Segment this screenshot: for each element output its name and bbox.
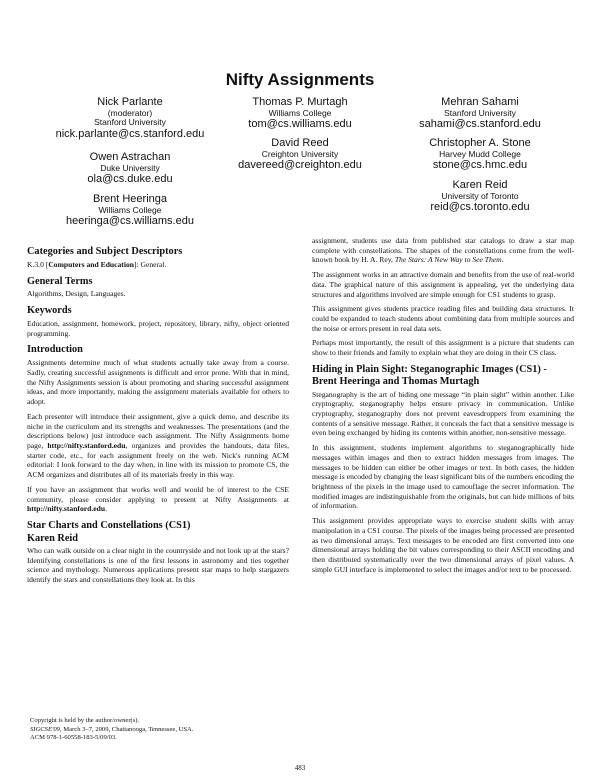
author-name: Owen Astrachan: [89, 151, 171, 163]
author-affiliation: Williams College: [98, 204, 162, 215]
author-block-parlante: [35, 96, 225, 141]
author-block-stone: [385, 137, 575, 172]
author-affiliation: Creighton University: [261, 148, 339, 159]
general-terms-text: Algorithms, Design, Languages.: [27, 289, 126, 299]
categories-text: K.3.0 [Computers and Education]: General.: [27, 259, 167, 269]
author-block-heeringa: [35, 193, 225, 228]
section-heading-introduction: Introduction: [27, 344, 83, 356]
author-role: (moderator): [107, 107, 153, 118]
author-email: ola@cs.duke.edu: [87, 173, 173, 186]
author-affiliation: Stanford University: [94, 117, 166, 128]
author-name: Mehran Sahami: [441, 96, 519, 108]
author-email: stone@cs.hmc.edu: [432, 159, 528, 172]
author-name: Nick Parlante: [97, 96, 163, 108]
author-affiliation: Duke University: [100, 162, 160, 173]
author-affiliation: Stanford University: [444, 107, 516, 118]
author-block-sahami: [385, 96, 575, 131]
intro-paragraph: Each presenter will introduce their assignment, give a quick demo, and describe its niche in the curriculum and its strengths and weaknesses. The presentations (and the descriptions below) just introduce each assignment. The Nifty Assignments home page, http://nifty.stanford.edu, organizes and provides the handouts, data files, starter code, etc., for each assignment freely on the web. Nick's running ACM editorial: I look forward to the day when, in line with its mission to promote CS, the ACM organizes and distributes all of its materials freely in this way.: [27, 411, 289, 480]
author-block-karen-reid: [385, 179, 575, 214]
author-name: Christopher A. Stone: [429, 137, 531, 149]
intro-paragraph: If you have an assignment that works well and would be of interest to the CSE community, please consider applying to present at Nifty Assignments at http://nifty.stanford.edu.: [27, 484, 289, 514]
author-email: nick.parlante@cs.stanford.edu: [55, 128, 205, 141]
author-affiliation: University of Toronto: [441, 190, 519, 201]
author-block-astrachan: [35, 151, 225, 186]
steg-paragraph: This assignment provides appropriate ways to exercise student skills with array manipulation in a CS1 course. The pixels of the images being processed are presented as two dimensional arrays. Text messages to be encoded are first converted into one dimensional arrays holding the bit values corresponding to their ASCII encoding and then distributed systematically over the two dimensional arrays of pixel values. A simple GUI interface is implemented to select the images and/or text to be processed.: [312, 516, 574, 574]
section-heading-star-charts: Star Charts and Constellations (CS1): [27, 519, 191, 531]
page-number: 483: [294, 764, 306, 772]
copyright-footer: Copyright is held by the author/owner(s). SIGCSE'09, March 3–7, 2009, Chattanooga, Tennessee, USA. ACM 978-1-60558-183-5/09/03.: [30, 717, 194, 742]
nifty-url-link[interactable]: http://nifty.stanford.edu: [27, 504, 106, 514]
section-heading-categories: Categories and Subject Descriptors: [27, 246, 183, 257]
author-affiliation: Williams College: [268, 107, 332, 118]
star-paragraph: This assignment gives students practice reading files and building data structures. It could be expanded to teach students about combining data from multiple sources and the noise or errors present in real data sets.: [312, 304, 574, 333]
steg-paragraph: In this assignment, students implement algorithms to steganographically hide messages within images and then to extract hidden messages from images. The messages to be hidden can either be other images or text. In both cases, the hidden message is encoded by changing the least significant bits of the numbers encoding the brightness of the pixels in the image used to camouflage the secret information. The modified images are indistinguishable from the originals, but can hide millions of bits of information.: [312, 443, 574, 511]
author-block-murtagh: [205, 96, 395, 131]
author-name: Brent Heeringa: [93, 193, 167, 205]
section-heading-steganography: Hiding in Plain Sight: Steganographic Images (CS1) - Brent Heeringa and Thomas Murtagh: [312, 363, 547, 387]
nifty-url-link[interactable]: http://nifty.stanford.edu: [47, 440, 126, 450]
author-email: tom@cs.williams.edu: [248, 118, 352, 131]
author-email: davereed@creighton.edu: [238, 159, 362, 172]
section-heading-general-terms: General Terms: [27, 275, 93, 287]
author-email: heeringa@cs.williams.edu: [66, 215, 194, 228]
author-affiliation: Harvey Mudd College: [439, 148, 521, 159]
author-block-reed: [205, 137, 395, 172]
author-name: Karen Reid: [452, 179, 508, 191]
left-column: [27, 240, 289, 590]
star-paragraph: Perhaps most importantly, the result of this assignment is a picture that students can show to their friends and family to explain what they are doing in their CS class.: [312, 338, 574, 358]
intro-paragraph: Assignments determine much of what students actually take away from a course. Sadly, creating successful assignments is difficult and error prone. With that in mind, the Nifty Assignments session is about promoting and sharing successful assignment ideas, and more importantly, making the assignment materials available for others to adopt.: [27, 358, 289, 407]
right-column: [312, 236, 574, 580]
author-name: David Reed: [271, 137, 329, 149]
star-paragraph: assignment, students use data from published star catalogs to draw a star map complete with constellations. The shapes of the constellations come from the well-known book by H. A. Rey, The Stars: A New Way to See Them.: [312, 236, 574, 265]
star-paragraph: Who can walk outside on a clear night in the countryside and not look up at the stars? Identifying constellations is one of the first lessons in astronomy and ties together science and mythology. Numerous applications present star maps to help stargazers identify the stars and constellations they look at. In this: [27, 545, 289, 585]
star-paragraph: The assignment works in an attractive domain and benefits from the use of real-world data. The graphical nature of this assignment is appealing, yet the underlying data structures and algorithms involved are simple enough for CS1 students to grasp.: [312, 270, 574, 299]
section-author-karen-reid: Karen Reid: [27, 532, 79, 544]
author-name: Thomas P. Murtagh: [252, 96, 348, 108]
keywords-text: Education, assignment, homework, project, repository, library, nifty, object oriented programming.: [27, 318, 289, 338]
section-heading-keywords: Keywords: [27, 305, 72, 317]
author-email: reid@cs.toronto.edu: [430, 201, 530, 214]
steg-paragraph: Steganography is the art of hiding one message “in plain sight” within another. Like cryptography, steganography helps ensure privacy in communication. Unlike cryptography, steganography does not prevent eavesdroppers from examining the contents of a sensitive message. Rather, it conceals the fact that a sensitive message is even being exchanged by hiding its contents within another, non-sensitive message.: [312, 389, 574, 438]
author-email: sahami@cs.stanford.edu: [419, 118, 541, 131]
paper-title: Nifty Assignments: [225, 70, 375, 89]
